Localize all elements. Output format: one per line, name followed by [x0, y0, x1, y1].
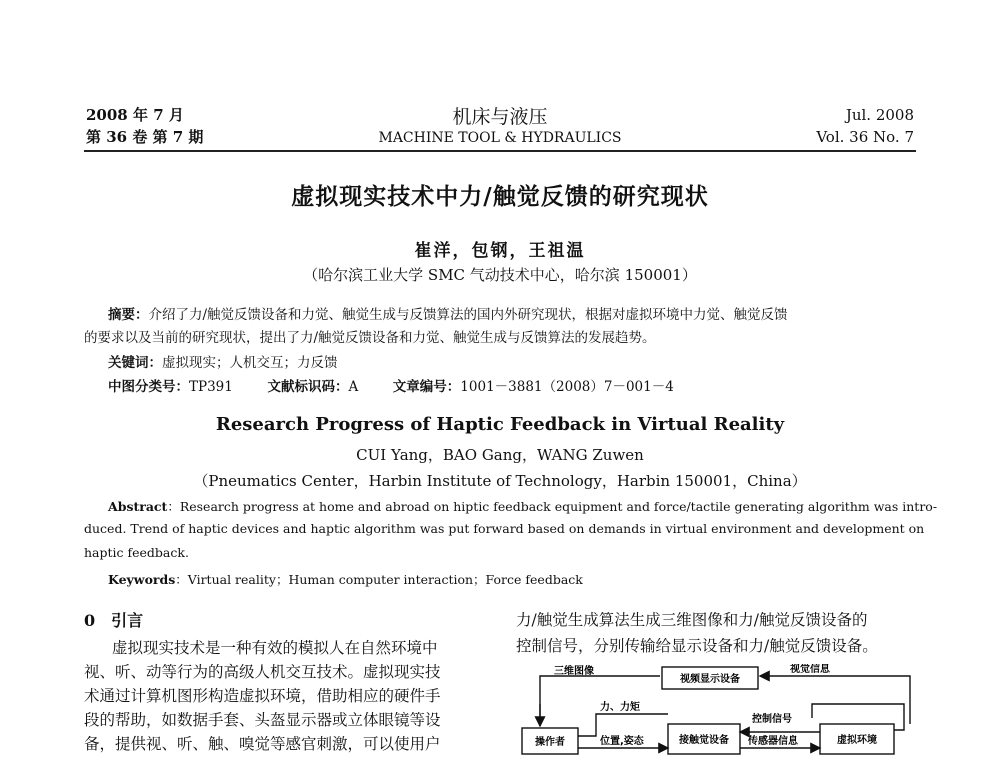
affiliation-en: （Pneumatics Center，Harbin Institute of Technology，Harbin 150001，China）	[193, 472, 807, 490]
intro-line-5: 备，提供视、听、触、嗅觉等感官刺激，可以使用户	[84, 735, 441, 753]
label-control-signal: 控制信号	[752, 714, 792, 725]
section-title: 引言	[111, 611, 144, 630]
journal-title-en: MACHINE TOOL & HYDRAULICS	[378, 130, 622, 146]
keywords-en-value: ：Virtual reality；Human computer interaction；Force feedback	[175, 572, 583, 587]
doc-code-value: A	[348, 379, 359, 395]
clc-value: TP391	[189, 379, 233, 395]
haptic-system-diagram	[520, 664, 920, 760]
article-no-value: 1001－3881（2008）7－001－4	[460, 379, 674, 395]
keywords-cn	[108, 352, 338, 374]
authors-cn: 崔洋，包钢，王祖温	[414, 241, 586, 261]
classification-line	[108, 376, 674, 398]
label-operator: 操作者	[535, 737, 565, 748]
clc-label: 中图分类号：	[108, 379, 189, 395]
label-3d-image: 三维图像	[554, 666, 594, 677]
abstract-en-line1	[108, 497, 937, 515]
abstract-cn-line2: 的要求以及当前的研究现状，提出了力/触觉反馈设备和力觉、触觉生成与反馈算法的发展趋势。	[84, 330, 656, 346]
header-volume-en: Vol. 36 No. 7	[816, 128, 914, 146]
abstract-en-line3: haptic feedback.	[84, 545, 189, 560]
affiliation-cn: （哈尔滨工业大学 SMC 气动技术中心，哈尔滨 150001）	[303, 266, 697, 284]
label-sensor-info: 传感器信息	[748, 736, 798, 747]
abstract-en-line2: duced. Trend of haptic devices and haptic algorithm was put forward based on demands in virtual environment and development on	[84, 521, 925, 536]
keywords-en-label: Keywords	[108, 572, 176, 587]
label-haptic-device: 接触觉设备	[679, 735, 729, 746]
abstract-cn-text1: 介绍了力/触觉反馈设备和力觉、触觉生成与反馈算法的国内外研究现状，根据对虚拟环境中力觉、触觉反馈	[148, 307, 788, 323]
force-path	[578, 714, 668, 736]
abstract-cn-label: 摘要：	[108, 307, 149, 323]
label-virtual-env: 虚拟环境	[837, 735, 877, 746]
intro-line-3: 术通过计算机图形构造虚拟环境，借助相应的硬件手	[84, 687, 441, 705]
label-position-pose: 位置,姿态	[600, 736, 644, 747]
intro-line-2: 视、听、动等行为的高级人机交互技术。虚拟现实技	[84, 663, 441, 681]
label-display-device: 视频显示设备	[680, 674, 740, 685]
abstract-en-text1: ：Research progress at home and abroad on hiptic feedback equipment and force/tactile generating algorithm was intro-	[167, 499, 938, 514]
label-force-torque: 力、力矩	[600, 702, 640, 713]
article-no-label: 文章编号：	[392, 379, 461, 395]
header-rule	[84, 150, 916, 152]
abstract-en-label: Abstract	[108, 499, 168, 514]
journal-title-cn: 机床与液压	[452, 106, 548, 128]
keywords-cn-value: 虚拟现实；人机交互；力反馈	[162, 355, 338, 371]
keywords-en	[108, 570, 583, 588]
keywords-cn-label: 关键词：	[108, 355, 162, 371]
inner-loop-line	[812, 704, 904, 730]
label-visual-info: 视觉信息	[790, 664, 830, 675]
paper-title-en: Research Progress of Haptic Feedback in Virtual Reality	[215, 414, 785, 435]
section-heading	[84, 608, 143, 631]
right-col-line-2: 控制信号，分别传输给显示设备和力/触觉反馈设备。	[516, 637, 878, 655]
right-col-line-1: 力/触觉生成算法生成三维图像和力/触觉反馈设备的	[516, 611, 868, 629]
header-volume-cn: 第 36 卷 第 7 期	[86, 128, 204, 146]
intro-line-1: 虚拟现实技术是一种有效的模拟人在自然环境中	[112, 639, 438, 657]
section-number: 0	[84, 611, 96, 630]
loop-line-left	[540, 676, 660, 724]
intro-line-4: 段的帮助，如数据手套、头盔显示器或立体眼镜等设	[84, 711, 441, 729]
header-date-cn: 2008 年 7 月	[86, 106, 184, 124]
authors-en: CUI Yang，BAO Gang，WANG Zuwen	[356, 446, 644, 464]
abstract-cn-line1	[108, 304, 918, 326]
header-date-en: Jul. 2008	[845, 106, 914, 124]
doc-code-label: 文献标识码：	[267, 379, 349, 395]
loop-line-right	[784, 676, 910, 724]
paper-title-cn: 虚拟现实技术中力/触觉反馈的研究现状	[291, 183, 709, 210]
